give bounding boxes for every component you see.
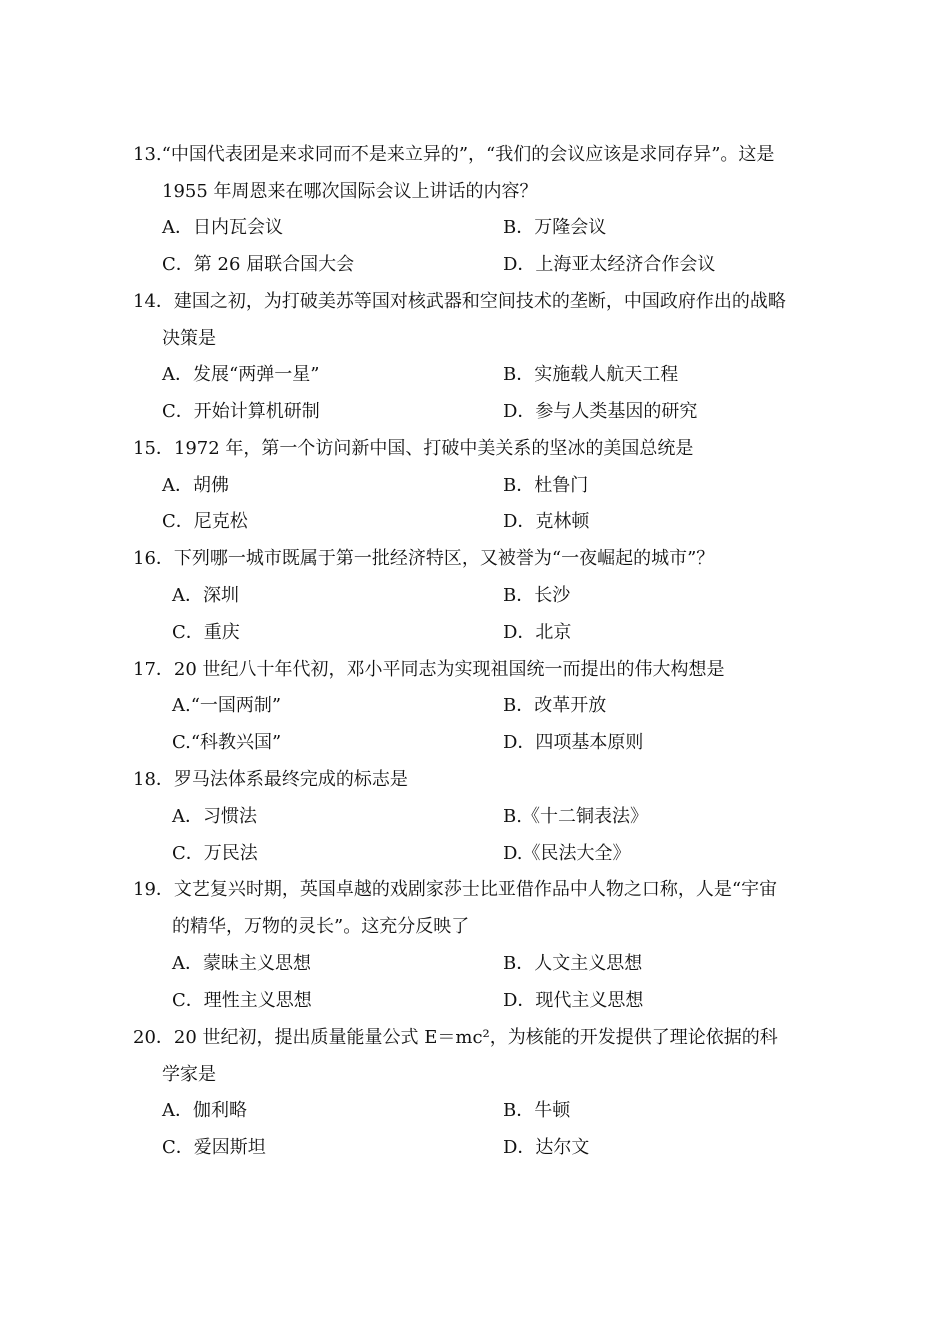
question-15-option-a: A．胡佛 xyxy=(162,475,229,496)
question-16-stem-line-1: 16．下列哪一城市既属于第一批经济特区，又被誉为“一夜崛起的城市”？ xyxy=(133,548,715,569)
question-17-stem-line-1: 17．20 世纪八十年代初，邓小平同志为实现祖国统一而提出的伟大构想是 xyxy=(133,659,725,680)
question-18-option-b: B.《十二铜表法》 xyxy=(503,806,648,827)
question-19-option-d: D．现代主义思想 xyxy=(503,990,644,1011)
question-14-option-b: B．实施载人航天工程 xyxy=(503,364,679,385)
question-19-option-a: A．蒙昧主义思想 xyxy=(172,953,311,974)
question-13-option-a: A．日内瓦会议 xyxy=(162,217,283,238)
question-20-option-d: D．达尔文 xyxy=(503,1137,590,1158)
question-14-option-a: A．发展“两弹一星” xyxy=(162,364,320,385)
question-18-option-a: A．习惯法 xyxy=(172,806,257,827)
question-14-option-d: D．参与人类基因的研究 xyxy=(503,401,698,422)
question-16-option-a: A．深圳 xyxy=(172,585,239,606)
question-17-option-c: C.“科教兴国” xyxy=(172,732,282,753)
question-19-option-b: B．人文主义思想 xyxy=(503,953,643,974)
question-20-option-a: A．伽利略 xyxy=(162,1100,247,1121)
question-16-option-b: B．长沙 xyxy=(503,585,571,606)
question-13-option-c: C．第 26 届联合国大会 xyxy=(162,254,355,275)
question-15-option-d: D．克林顿 xyxy=(503,511,590,532)
question-14-stem-line-2: 决策是 xyxy=(162,328,216,349)
question-17-option-b: B．改革开放 xyxy=(503,695,607,716)
question-18-option-c: C．万民法 xyxy=(172,843,258,864)
question-14-option-c: C．开始计算机研制 xyxy=(162,401,320,422)
question-16-option-d: D．北京 xyxy=(503,622,572,643)
question-18-option-d: D.《民法大全》 xyxy=(503,843,631,864)
question-13-stem-line-1: 13.“中国代表团是来求同而不是来立异的”，“我们的会议应该是求同存异”。这是 xyxy=(133,144,775,165)
question-14-stem-line-1: 14．建国之初，为打破美苏等国对核武器和空间技术的垄断，中国政府作出的战略 xyxy=(133,291,786,312)
question-15-stem-line-1: 15．1972 年，第一个访问新中国、打破中美关系的坚冰的美国总统是 xyxy=(133,438,694,459)
question-13-option-b: B．万隆会议 xyxy=(503,217,607,238)
question-19-stem-line-2: 的精华，万物的灵长”。这充分反映了 xyxy=(172,916,470,937)
question-18-stem-line-1: 18．罗马法体系最终完成的标志是 xyxy=(133,769,408,790)
question-20-option-c: C．爱因斯坦 xyxy=(162,1137,266,1158)
question-17-option-a: A.“一国两制” xyxy=(172,695,282,716)
question-19-option-c: C．理性主义思想 xyxy=(172,990,312,1011)
question-13-option-d: D．上海亚太经济合作会议 xyxy=(503,254,716,275)
question-15-option-b: B．杜鲁门 xyxy=(503,475,589,496)
question-17-option-d: D．四项基本原则 xyxy=(503,732,644,753)
question-20-option-b: B．牛顿 xyxy=(503,1100,571,1121)
question-20-stem-line-2: 学家是 xyxy=(162,1064,216,1085)
question-15-option-c: C．尼克松 xyxy=(162,511,248,532)
question-20-stem-line-1: 20．20 世纪初，提出质量能量公式 E＝mc²，为核能的开发提供了理论依据的科 xyxy=(133,1027,778,1048)
question-13-stem-line-2: 1955 年周恩来在哪次国际会议上讲话的内容？ xyxy=(162,181,538,202)
question-16-option-c: C．重庆 xyxy=(172,622,240,643)
question-19-stem-line-1: 19．文艺复兴时期，英国卓越的戏剧家莎士比亚借作品中人物之口称，人是“宇宙 xyxy=(133,879,778,900)
